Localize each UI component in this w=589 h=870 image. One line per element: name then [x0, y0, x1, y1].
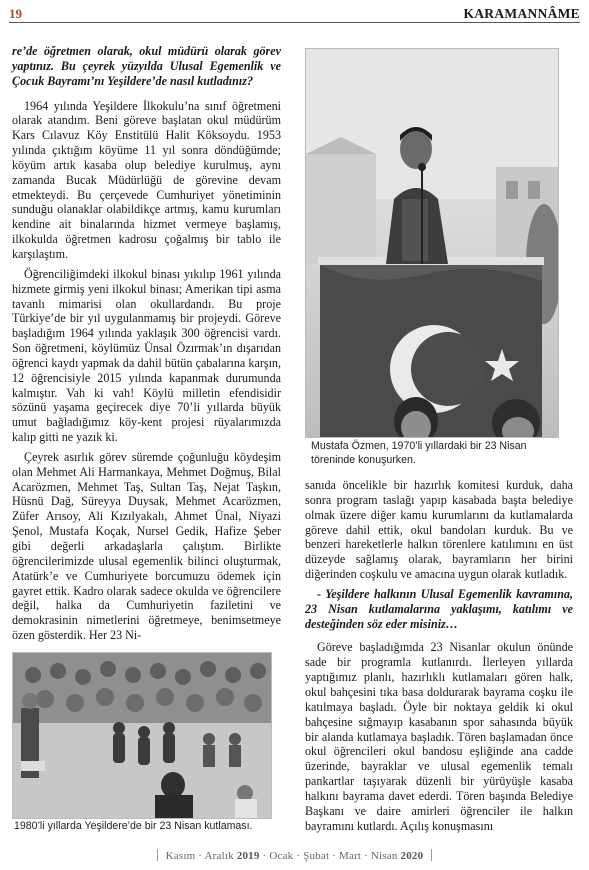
- celebration-photo-illustration: [13, 653, 271, 818]
- page-number: 19: [9, 6, 22, 21]
- article-left-column: [12, 44, 281, 648]
- header-divider: [9, 22, 580, 23]
- speaker-photo: [305, 48, 559, 438]
- footer-year: 2020: [400, 850, 424, 862]
- article-paragraph: Göreve başladığımda 23 Nisanlar okulun önünde sade bir programla kutlanırdı. İlerleyen yıllarda yaptığımız planlı, hazırlıklı kutlamaları gören halk, okul bahçesini tıka basa doldurarak bayrama coşku ile katılmaya başladı. Öyle bir noktaya geldik ki okul bahçesine sığmayıp kasabanın spor sahasında büyük bir alanda kutlamaya başladık. Tören başlamadan önce okul öğrencileri okul bandosu eşliğinde ana cadde üzerinde, bayraklar ve ulusal egemenlik temalı pankartlar taşıyarak düzenli bir yürüyüşle kasaba halkını bayrama davet ederdi. Tören başında Belediye Başkanı ve daire amirleri öğrenciler ile halkın bayramını kutlardı. Açılış konuşmasını: [305, 640, 573, 833]
- article-paragraph-continued: sanıda öncelikle bir hazırlık komitesi kurduk, daha sonra program taslağı yapıp kasabada başta belediye olmak üzere diğer kamu kurumlarını da kutlamalarda göreve dahil ettik, okul bandoları kurduk. Bu ve benzeri hareketlerle halkın törenlere katılımını en üst düzeyde sağlamış olarak, bayramların her birini diğerinden coşkulu ve amacına uygun olarak kutladık.: [305, 478, 573, 582]
- footer-year: 2019: [236, 850, 260, 862]
- interview-question: - Yeşildere halkının Ulusal Egemenlik kavramına, 23 Nisan kutlamalarına yaklaşımı, katılımı ve desteğinden söz eder misiniz…: [305, 586, 573, 631]
- celebration-photo: [12, 652, 272, 819]
- footer-separator: ·: [262, 850, 267, 862]
- interview-question: re’de öğretmen olarak, okul müdürü olarak görev yaptınız. Bu çeyrek yüzyılda Ulusal Egemenlik ve Çocuk Bayramı’nı Yeşildere’de nasıl kutladınız?: [12, 44, 281, 88]
- article-paragraph: Çeyrek asırlık görev süremde çoğunluğu köydeşim olan Mehmet Ali Harmankaya, Mehmet Doğmuş, Bilal Acarözmen, Mehmet Taş, Sultan Taş, Nejat Taşkın, Hüsnü Dağ, Süreyya Duysak, Mehmet Acarözmen, Züfer Arısoy, Ali Kızılyakalı, Ahmet Ünal, Niyazi Şenol, Mustafa Koçak, Nursel Gedik, Hafize Şeber gibi değerli arkadaşlarla çalıştım. Birlikte öğrencilerimizde ulusal egemenlik bilinci oluşturmak, Atatürk’e ve Cumhuriyete borcumuzu ödemek için gayret ettik. Kadro olarak sadece okulda ve öğrencilere değil, halka da Cumhuriyetin faziletini ve demokrasinin nimetlerini öğretmeye, benimsetmeye özen gösterdik. Her 23 Ni-: [12, 449, 281, 643]
- article-paragraph: Öğrenciliğimdeki ilkokul binası yıkılıp 1961 yılında hizmete girmiş yeni ilkokul binası; Amerikan tipi asma tavanlı mimarisi olan okullardandı. Bu proje Türkiye’de bir yıl uygulanmamış bir projeydi. Göreve başladığım 1964 yılında yaklaşık 300 öğrencisi vardı. Son öğretmeni, köylümüz Ünsal Özırmak’ın dışarıdan öğrenci kaydı yapmak da dahil bütün çabalarına karşın, 12 öğrencisiyle 2015 yılında kapanmak durumunda kalmıştır. Vah ki vah! Köylü milletin efendisidir sözünü yaşama geçirecek diye 70’li yıllarda büyük umut bağladığımız köy-kent projesi rüyalarımızda kalıp gitti ne yazık ki.: [12, 266, 281, 445]
- speaker-photo-caption: Mustafa Özmen, 1970’li yıllardaki bir 23 Nisan töreninde konuşurken.: [311, 440, 527, 466]
- page-footer: [0, 849, 589, 862]
- footer-divider: [157, 849, 158, 861]
- magazine-title: KARAMANNÂME: [463, 6, 580, 21]
- article-paragraph: 1964 yılında Yeşildere İlkokulu’na sınıf öğretmeni olarak atandım. Beni göreve başlatan okul müdürüm Kars Cılavuz Köy Enstitülü Halit Köksoydu. 1953 yılında çıktığım köyüme 11 yıl sonra döndüğümde; köyüm artık kasaba olup belediye kurulmuş, aynı zamanda Bucak Müdürlüğü de görevine devam etmekteydi. Bu çerçevede Cumhuriyet yönetiminin sunduğu olanaklar olabildikçe artmış, kamu kurumları kendine ait binalarında hizmet vermeye başlamış, ilkokulda öğretmen kadrosu çoğalmış bir tablo ile karşılaştım.: [12, 98, 281, 261]
- celebration-photo-caption: 1980’li yıllarda Yeşildere’de bir 23 Nisan kutlaması.: [14, 820, 253, 832]
- footer-issue-months: Ocak · Şubat · Mart · Nisan: [269, 850, 398, 862]
- article-right-column: [305, 478, 573, 838]
- speaker-photo-illustration: [306, 49, 558, 437]
- footer-issue-months: Kasım · Aralık: [165, 850, 234, 862]
- footer-divider: [431, 849, 432, 861]
